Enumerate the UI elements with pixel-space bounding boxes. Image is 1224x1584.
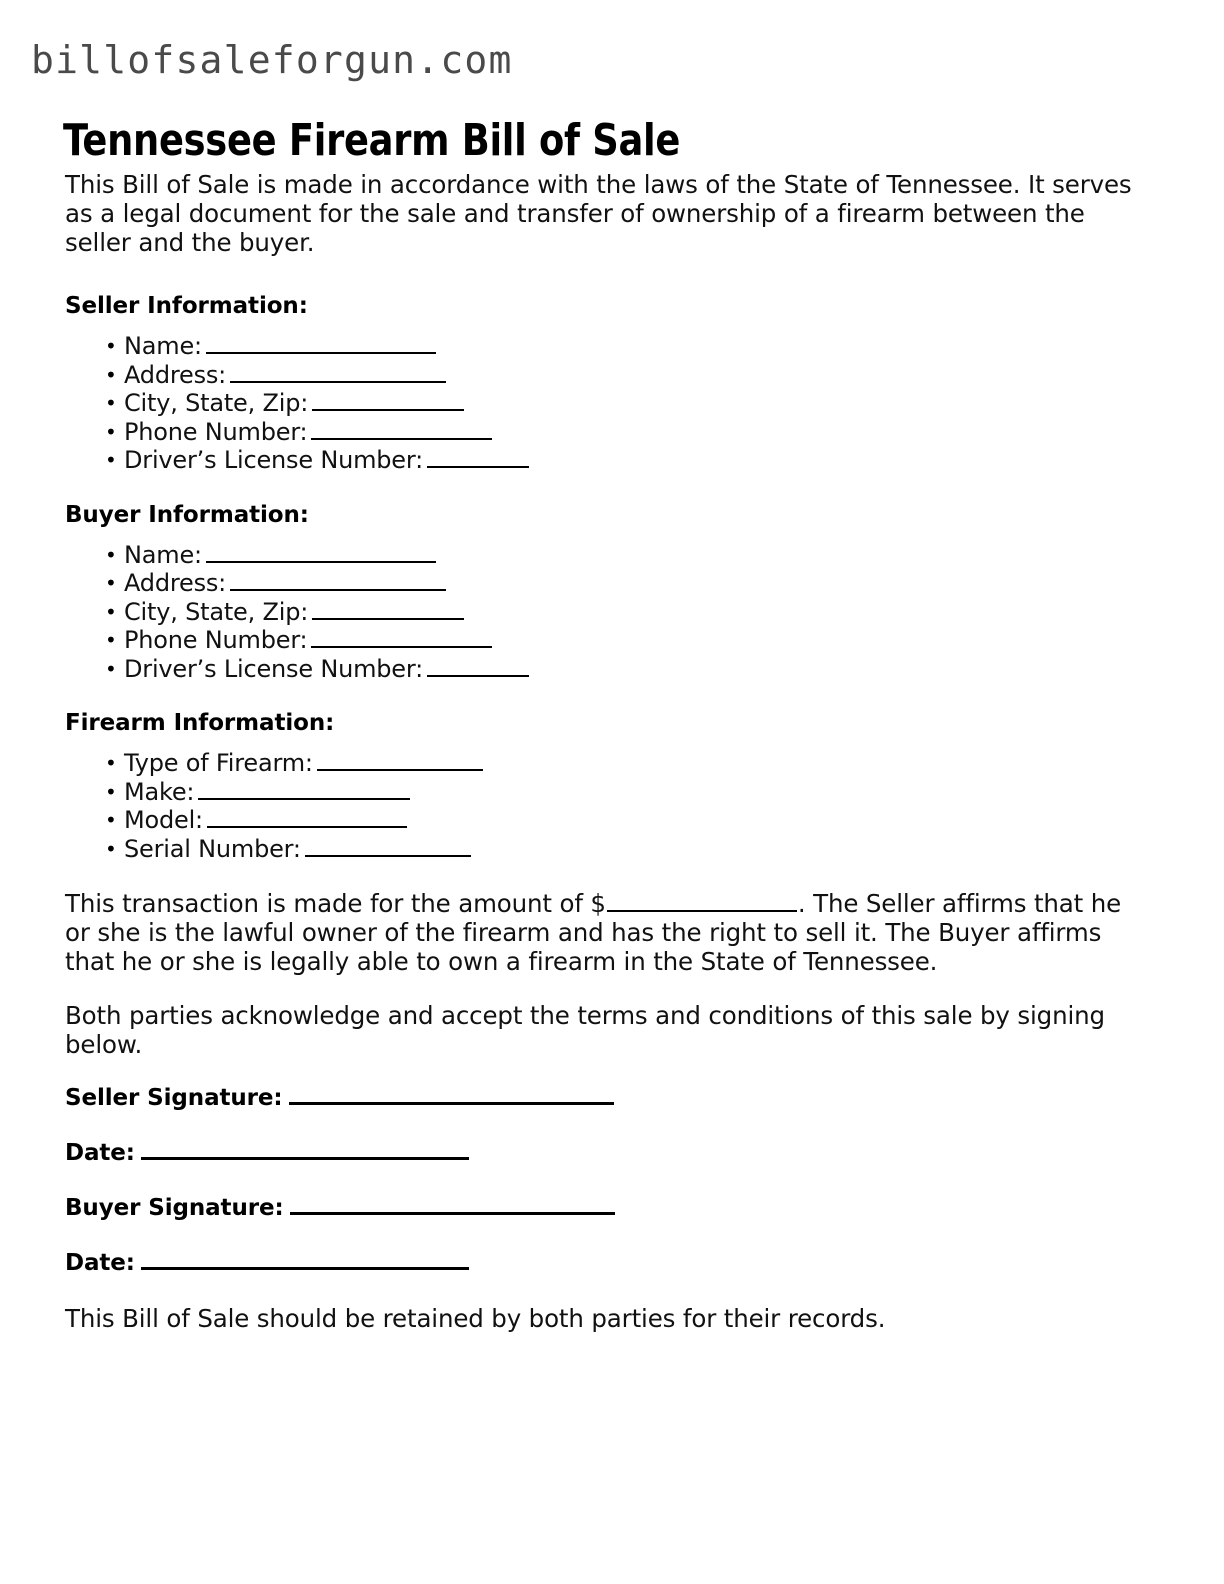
signature-blank-line[interactable] xyxy=(290,1196,615,1215)
field-label: Phone Number: xyxy=(124,626,308,654)
field-row xyxy=(124,332,1145,361)
signature-label: Seller Signature: xyxy=(65,1085,283,1111)
field-row xyxy=(124,655,1145,684)
transaction-text-after: . The Seller affirms that he or she is the lawful owner of the firearm and has the right to sell it. The Buyer affirms that he or she is legally able to own a firearm in the State of Tennessee. xyxy=(65,889,1122,976)
field-blank-line[interactable] xyxy=(305,838,471,857)
page-title: Tennessee Firearm Bill of Sale xyxy=(63,115,681,167)
transaction-text-before: This transaction is made for the amount of $ xyxy=(65,889,606,918)
field-row xyxy=(124,626,1145,655)
section-heading: Buyer Information: xyxy=(65,501,309,528)
field-blank-line[interactable] xyxy=(230,572,446,591)
field-blank-line[interactable] xyxy=(427,449,529,468)
field-label: Make: xyxy=(124,777,195,806)
signature-label: Buyer Signature: xyxy=(65,1195,284,1221)
acknowledgement-paragraph: Both parties acknowledge and accept the terms and conditions of this sale by signing below. xyxy=(65,1001,1105,1059)
footer-note: This Bill of Sale should be retained by both parties for their records. xyxy=(65,1304,886,1333)
field-blank-line[interactable] xyxy=(312,601,464,620)
site-domain-watermark: billofsaleforgun.com xyxy=(31,38,513,82)
field-blank-line[interactable] xyxy=(427,658,529,677)
field-blank-line[interactable] xyxy=(317,752,483,771)
field-label: City, State, Zip: xyxy=(124,597,309,626)
signature-blank-line[interactable] xyxy=(141,1251,469,1270)
field-blank-line[interactable] xyxy=(198,781,410,800)
field-blank-line[interactable] xyxy=(312,392,464,411)
field-row xyxy=(124,541,1145,570)
field-blank-line[interactable] xyxy=(207,809,407,828)
document-body xyxy=(65,170,1145,1333)
signature-row xyxy=(65,1194,1145,1222)
field-blank-line[interactable] xyxy=(206,335,436,354)
field-label: Name: xyxy=(124,540,202,569)
signature-blank-line[interactable] xyxy=(289,1086,614,1105)
field-list xyxy=(65,332,1145,475)
intro-paragraph: This Bill of Sale is made in accordance with the laws of the State of Tennessee. It serves as a legal document for the sale and transfer of ownership of a firearm between the seller and the buyer. xyxy=(65,170,1132,257)
field-list xyxy=(65,749,1145,863)
field-blank-line[interactable] xyxy=(311,629,492,648)
field-row xyxy=(124,569,1145,598)
field-blank-line[interactable] xyxy=(230,364,446,383)
field-row xyxy=(124,446,1145,475)
field-row xyxy=(124,749,1145,778)
field-row xyxy=(124,418,1145,447)
signature-row xyxy=(65,1084,1145,1112)
signature-label: Date: xyxy=(65,1250,135,1276)
field-row xyxy=(124,835,1145,864)
signature-block xyxy=(65,1084,1145,1304)
field-label: Type of Firearm: xyxy=(124,749,313,777)
field-label: Address: xyxy=(124,569,227,597)
field-label: Driver’s License Number: xyxy=(124,654,423,683)
signature-row xyxy=(65,1139,1145,1167)
field-label: Driver’s License Number: xyxy=(124,446,423,474)
field-label: Phone Number: xyxy=(124,417,308,446)
field-label: City, State, Zip: xyxy=(124,389,309,417)
transaction-amount-blank[interactable] xyxy=(607,894,797,912)
signature-label: Date: xyxy=(65,1140,135,1166)
field-row xyxy=(124,806,1145,835)
field-row xyxy=(124,778,1145,807)
field-blank-line[interactable] xyxy=(206,544,436,563)
form-sections xyxy=(65,292,1145,889)
field-row xyxy=(124,389,1145,418)
field-row xyxy=(124,361,1145,390)
section-heading: Firearm Information: xyxy=(65,710,335,736)
field-list xyxy=(65,541,1145,684)
field-label: Name: xyxy=(124,332,202,360)
field-label: Serial Number: xyxy=(124,834,301,863)
transaction-paragraph xyxy=(65,889,1145,976)
signature-blank-line[interactable] xyxy=(141,1141,469,1160)
field-blank-line[interactable] xyxy=(311,421,492,440)
field-label: Model: xyxy=(124,806,203,834)
section-heading: Seller Information: xyxy=(65,293,308,319)
field-row xyxy=(124,598,1145,627)
signature-row xyxy=(65,1249,1145,1277)
field-label: Address: xyxy=(124,360,227,389)
